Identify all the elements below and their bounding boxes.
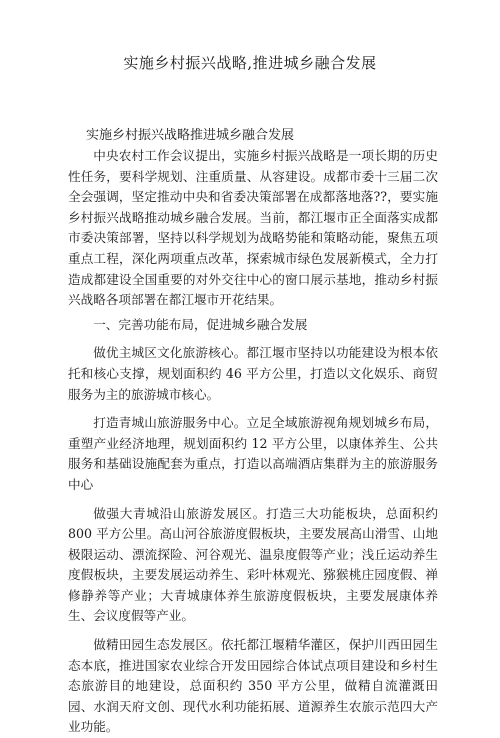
paragraph-qingcheng-service: 打造青城山旅游服务中心。立足全域旅游视角规划城乡布局，重塑产业经济地理，规划面积约 12 平方公里，以康体养生、公共服务和基础设施配套为重点，打造以高端酒店集群为主的旅游服务中心 [68, 415, 438, 492]
document-subtitle: 实施乡村振兴战略推进城乡融合发展 [86, 128, 295, 143]
section-heading: 一、完善功能布局，促进城乡融合发展 [93, 316, 308, 332]
paragraph-mountain-tourism: 做强大青城沿山旅游发展区。打造三大功能板块，总面积约 800 平方公里。高山河谷旅游度假板块，主要发展高山滑雪、山地极限运动、漂流探险、河谷观光、温泉度假等产业；浅丘运动养生度假板块，主要发展运动养生、彩叶林观光、猕猴桃庄园度假、禅修静养等产业；大青城康体养生旅游度假板块，主要发展康体养生、会议度假等产业。 [68, 505, 438, 624]
paragraph-intro: 中央农村工作会议提出，实施乡村振兴战略是一项长期的历史性任务，要科学规划、注重质量、从容建设。成都市委十三届二次全会强调，坚定推动中央和省委决策部署在成都落地落??，要实施乡村振兴战略推动城乡融合发展。当前，都江堰市正全面落实成都市委决策部署，坚持以科学规划为战略势能和策略动能，聚焦五项重点工程，深化两项重点改革，探索城市绿色发展新模式，全力打造成都建设全国重要的对外交往中心的窗口展示基地，推动乡村振兴战略各项部署在都江堰市开花结果。 [68, 148, 438, 308]
document-body [68, 146, 438, 738]
paragraph-pastoral-ecology: 做精田园生态发展区。依托都江堰精华灌区，保护川西田园生态本底，推进国家农业综合开发田园综合体试点项目建设和乡村生态旅游目的地建设，总面积约 350 平方公里，做精自流灌溉田园、水润天府文创、现代水利功能拓展、道源养生农旅示范四大产业功能。 [68, 637, 438, 735]
paragraph-main-city: 做优主城区文化旅游核心。都江堰市坚持以功能建设为根本依托和核心支撑，规划面积约 46 平方公里，打造以文化娱乐、商贸服务为主的旅游城市核心。 [68, 345, 438, 402]
document-title: 实施乡村振兴战略,推进城乡融合发展 [123, 54, 377, 72]
